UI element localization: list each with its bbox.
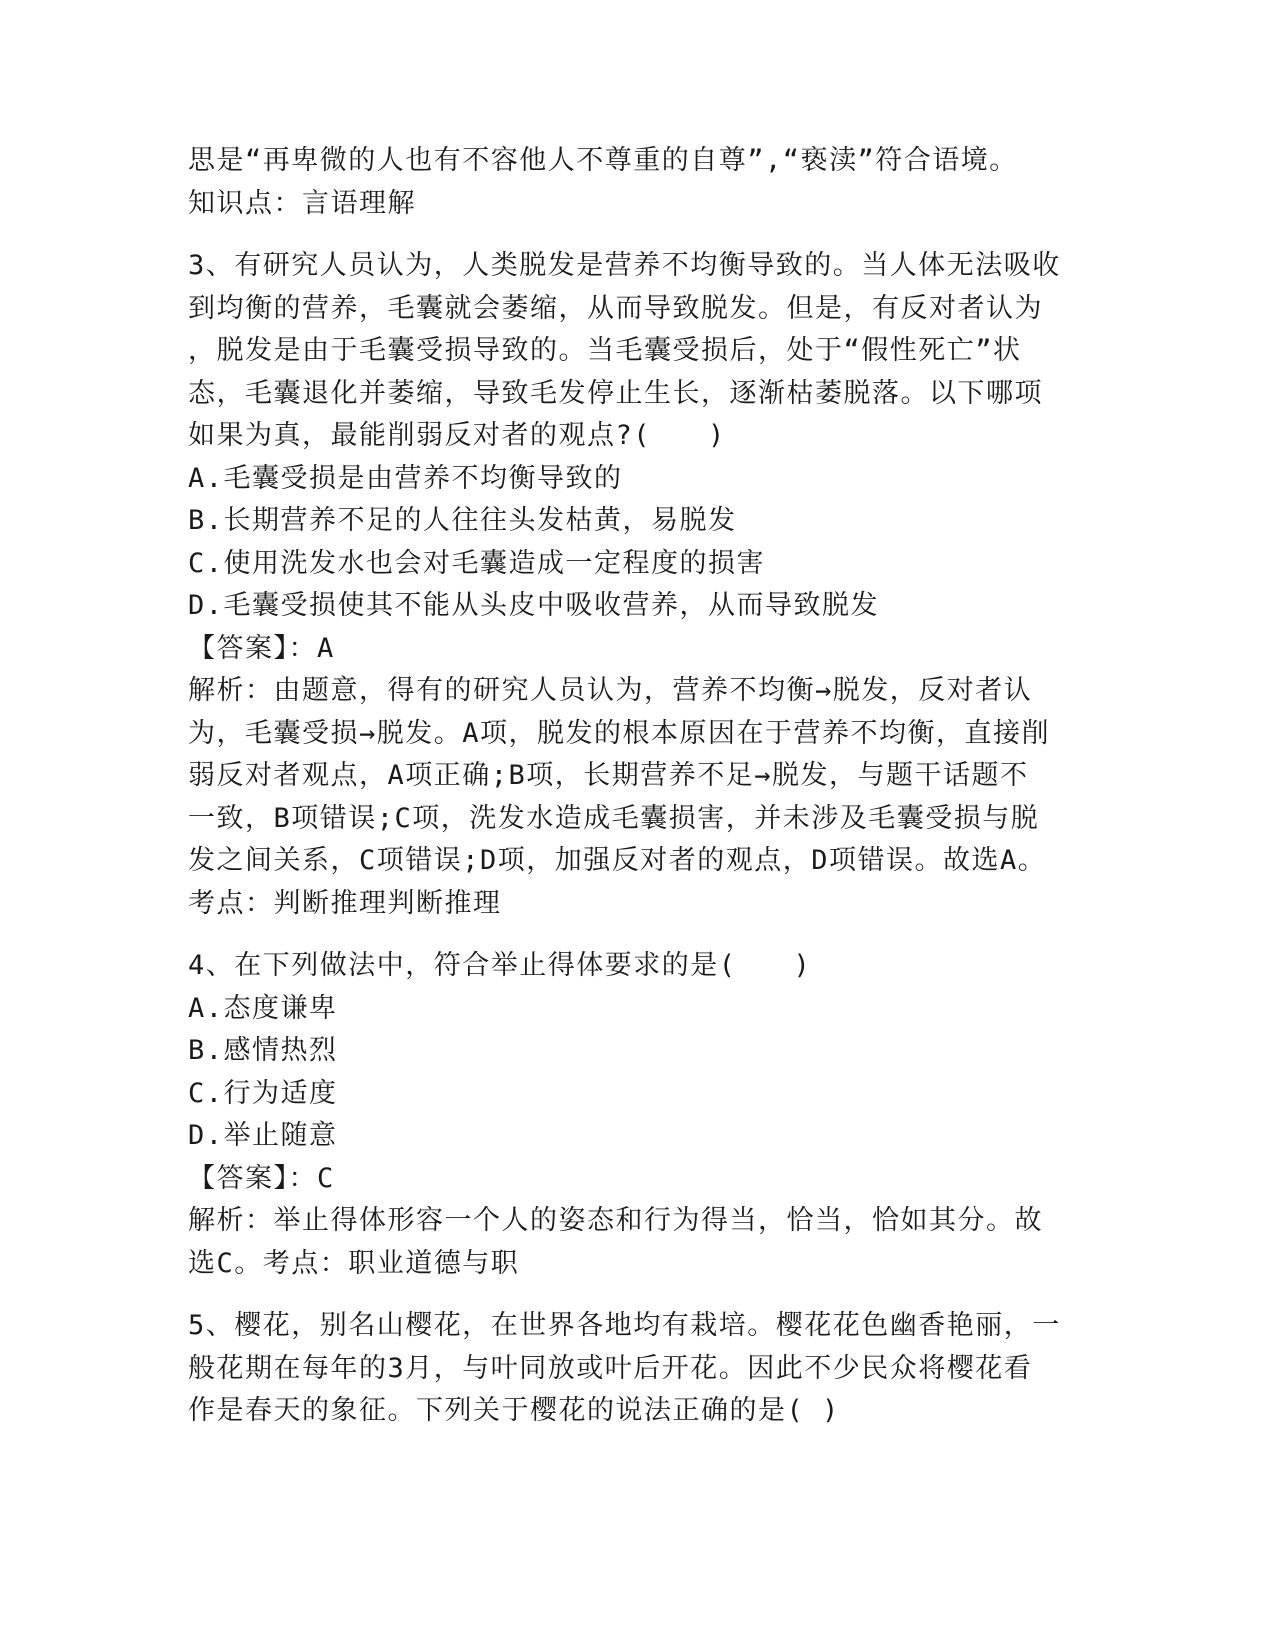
option-d: D.毛囊受损使其不能从头皮中吸收营养，从而导致脱发 — [188, 590, 880, 621]
question-stem-line: 3、有研究人员认为，人类脱发是营养不均衡导致的。当人体无法吸收 — [188, 250, 1061, 281]
analysis-line: 选C。考点：职业道德与职 — [188, 1247, 520, 1279]
question-stem-line: 态，毛囊退化并萎缩，导致毛发停止生长，逐渐枯萎脱落。以下哪项 — [188, 377, 1043, 409]
analysis-line: 一致，B项错误;C项，洗发水造成毛囊损害，并未涉及毛囊受损与脱 — [188, 802, 1040, 834]
option-c: C.行为适度 — [188, 1077, 338, 1109]
analysis-line: 弱反对者观点，A项正确;B项，长期营养不足→脱发，与题干话题不 — [188, 760, 1029, 791]
question-4 — [188, 945, 1088, 1285]
analysis-line: 为，毛囊受损→脱发。A项，脱发的根本原因在于营养不均衡，直接削 — [188, 717, 1051, 749]
intro-line: 知识点：言语理解 — [188, 187, 416, 219]
question-5 — [188, 1305, 1088, 1433]
option-b: B.感情热烈 — [188, 1035, 338, 1066]
question-3 — [188, 245, 1088, 925]
answer: 【答案】：C — [188, 1162, 335, 1194]
question-stem-line: 般花期在每年的3月，与叶同放或叶后开花。因此不少民众将樱花看 — [188, 1352, 1033, 1384]
option-d: D.举止随意 — [188, 1120, 338, 1151]
analysis-line: 解析：由题意，得有的研究人员认为，营养不均衡→脱发，反对者认 — [188, 675, 1033, 706]
intro-line: 思是“再卑微的人也有不容他人不尊重的自尊”,“亵渎”符合语境。 — [188, 145, 1018, 176]
answer: 【答案】：A — [188, 632, 335, 664]
document-page — [188, 140, 1088, 1433]
question-stem-line: ，脱发是由于毛囊受损导致的。当毛囊受损后，处于“假性死亡”状 — [188, 335, 1022, 366]
question-stem-line: 如果为真，最能削弱反对者的观点?( ) — [188, 420, 726, 451]
question-stem-line: 4、在下列做法中，符合举止得体要求的是( ) — [188, 950, 812, 981]
option-c: C.使用洗发水也会对毛囊造成一定程度的损害 — [188, 547, 766, 579]
analysis-line: 解析：举止得体形容一个人的姿态和行为得当，恰当，恰如其分。故 — [188, 1205, 1043, 1236]
option-a: A.毛囊受损是由营养不均衡导致的 — [188, 462, 623, 494]
question-stem-line: 5、樱花，别名山樱花，在世界各地均有栽培。樱花花色幽香艳丽，一 — [188, 1310, 1061, 1341]
option-a: A.态度谦卑 — [188, 992, 338, 1024]
analysis-line: 发之间关系，C项错误;D项，加强反对者的观点，D项错误。故选A。 — [188, 845, 1047, 876]
analysis-line: 考点：判断推理判断推理 — [188, 887, 502, 919]
question-stem-line: 到均衡的营养，毛囊就会萎缩，从而导致脱发。但是，有反对者认为 — [188, 292, 1043, 324]
option-b: B.长期营养不足的人往往头发枯黄，易脱发 — [188, 505, 737, 536]
question-stem-line: 作是春天的象征。下列关于樱花的说法正确的是( ) — [188, 1395, 840, 1426]
